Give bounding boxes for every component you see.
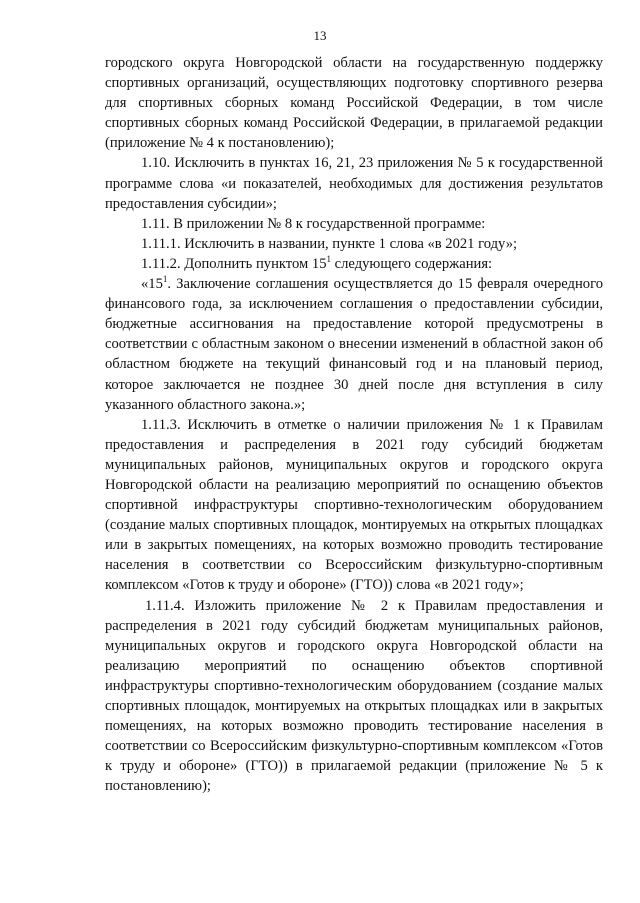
paragraph-1-11-2	[105, 254, 603, 274]
page-number: 13	[313, 28, 327, 43]
point-15-1-text: . Заключение соглашения осуществляется до 15 февраля очередного финансового года, за исключением соглашения о предоставлении субсидии, бюджетные ассигнования на предоставление которой предусмотрены в соответствии с областным законом о внесении изменений в областной закон об областном бюджете на текущий финансовый год и на плановый период, которое заключается не позднее 30 дней после дня вступления в силу указанного областного закона.»;	[105, 276, 603, 413]
superscript: 1	[162, 274, 168, 285]
paragraph-point-15-1	[105, 274, 603, 415]
document-body	[105, 53, 603, 796]
paragraph-1-11-2-text: 1.11.2. Дополнить пунктом 15	[141, 255, 327, 272]
superscript: 1	[326, 254, 331, 265]
paragraph-1-11: 1.11. В приложении № 8 к государственной программе:	[141, 215, 486, 232]
paragraph-1-11-4: 1.11.4. Изложить приложение № 2 к Правилам предоставления и распределения в 2021 году субсидий бюджетам муниципальных районов, муниципальных округов и городского округа Новгородской области на реализацию мероприятий по оснащению объектов спортивной инфраструктуры спортивно-технологическим оборудованием (создание малых спортивных площадок, монтируемых на открытых площадках или в закрытых помещениях, на которых возможно проводить тестирование населения в соответствии со Всероссийским физкультурно-спортивным комплексом «Готов к труду и обороне» (ГТО)) в прилагаемой редакции (приложение № 5 к постановлению);	[105, 597, 603, 795]
paragraph-1-11-1: 1.11.1. Исключить в названии, пункте 1 слова «в 2021 году»;	[141, 235, 518, 252]
point-15-1-label: «15	[141, 276, 163, 293]
paragraph-continuation: городского округа Новгородской области на государственную поддержку спортивных организаций, осуществляющих подготовку спортивного резерва для спортивных сборных команд Российской Федерации, в том числе спортивных сборных команд Российской Федерации, в прилагаемой редакции (приложение № 4 к постановлению);	[105, 55, 603, 152]
paragraph-1-11-2-tail: следующего содержания:	[331, 255, 493, 272]
paragraph-1-10: 1.10. Исключить в пунктах 16, 21, 23 приложения № 5 к государственной программе слова «и показателей, необходимых для достижения результатов предоставления субсидии»;	[105, 155, 603, 212]
paragraph-1-11-3: 1.11.3. Исключить в отметке о наличии приложения № 1 к Правилам предоставления и распределения в 2021 году субсидий бюджетам муниципальных районов, муниципальных округов и городского округа Новгородской области на реализацию мероприятий по оснащению объектов спортивной инфраструктуры спортивно-технологическим оборудованием (создание малых спортивных площадок, монтируемых на открытых площадках или в закрытых помещениях, на которых возможно проводить тестирование населения в соответствии со Всероссийским физкультурно-спортивным комплексом «Готов к труду и обороне» (ГТО)) слова «в 2021 году»;	[105, 416, 603, 594]
